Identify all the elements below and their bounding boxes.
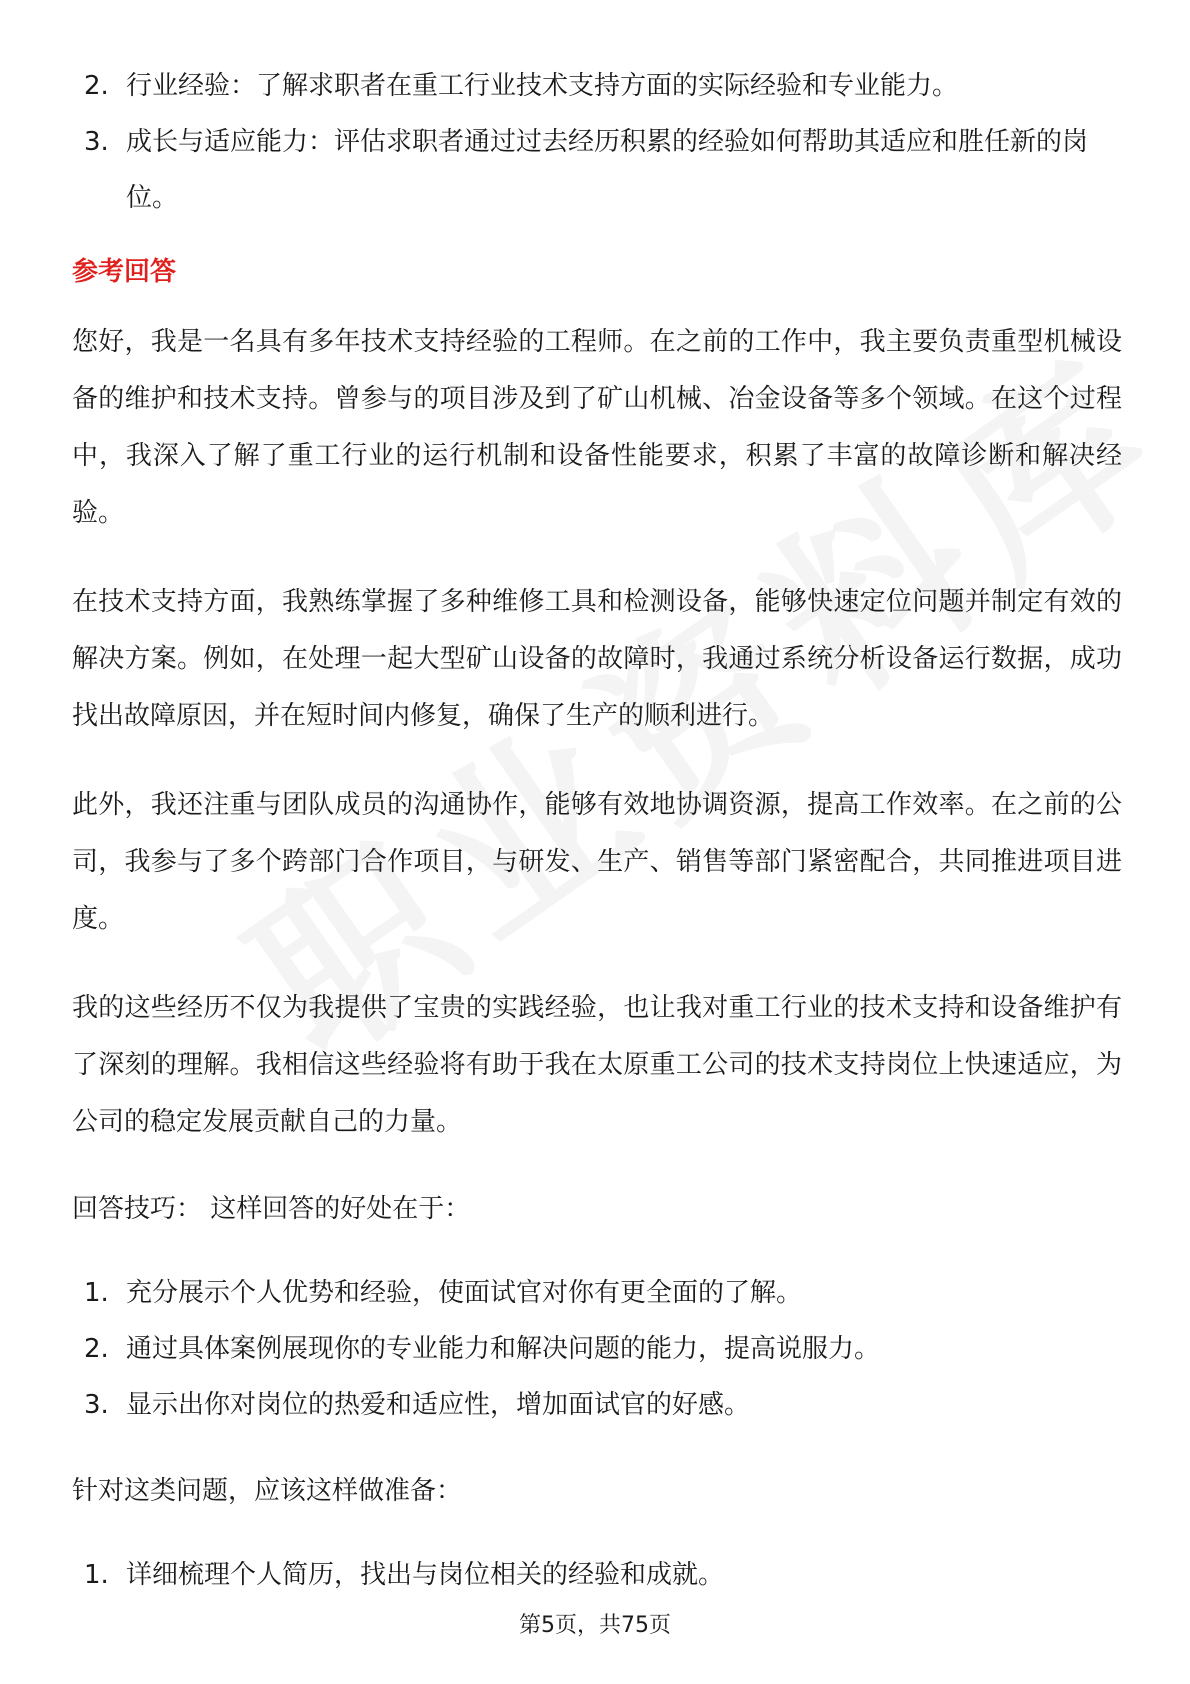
tips-list — [72, 1265, 1122, 1433]
list-text: 详细梳理个人简历，找出与岗位相关的经验和成就。 — [126, 1560, 725, 1590]
answer-paragraph: 您好，我是一名具有多年技术支持经验的工程师。在之前的工作中，我主要负责重型机械设备的维护和技术支持。曾参与的项目涉及到了矿山机械、冶金设备等多个领域。在这个过程中，我深入了解了重工行业的运行机制和设备性能要求，积累了丰富的故障诊断和解决经验。 — [72, 327, 1122, 528]
list-text: 行业经验：了解求职者在重工行业技术支持方面的实际经验和专业能力。 — [126, 71, 959, 101]
list-item — [72, 58, 1122, 114]
prep-label: 针对这类问题，应该这样做准备： — [72, 1476, 463, 1506]
page-footer: 第5页，共75页 — [519, 1613, 671, 1638]
list-number: 1. — [84, 1278, 109, 1308]
list-number: 1. — [84, 1560, 109, 1590]
list-number: 3. — [84, 1390, 109, 1420]
list-number: 2. — [84, 71, 109, 101]
answer-paragraph: 此外，我还注重与团队成员的沟通协作，能够有效地协调资源，提高工作效率。在之前的公司，我参与了多个跨部门合作项目，与研发、生产、销售等部门紧密配合，共同推进项目进度。 — [72, 790, 1122, 934]
list-item — [72, 1377, 1122, 1433]
page-content — [72, 58, 1122, 1603]
answer-paragraph: 我的这些经历不仅为我提供了宝贵的实践经验，也让我对重工行业的技术支持和设备维护有了深刻的理解。我相信这些经验将有助于我在太原重工公司的技术支持岗位上快速适应，为公司的稳定发展贡献自己的力量。 — [72, 993, 1122, 1137]
list-text: 通过具体案例展现你的专业能力和解决问题的能力，提高说服力。 — [126, 1334, 881, 1364]
answer-heading: 参考回答 — [72, 257, 177, 287]
list-item — [72, 1265, 1122, 1321]
list-item — [72, 1547, 1122, 1603]
tips-label: 回答技巧： 这样回答的好处在于： — [72, 1194, 471, 1224]
list-item — [72, 1321, 1122, 1377]
list-text: 显示出你对岗位的热爱和适应性，增加面试官的好感。 — [126, 1390, 751, 1420]
list-number: 2. — [84, 1334, 109, 1364]
answer-paragraph: 在技术支持方面，我熟练掌握了多种维修工具和检测设备，能够快速定位问题并制定有效的解决方案。例如，在处理一起大型矿山设备的故障时，我通过系统分析设备运行数据，成功找出故障原因，并在短时间内修复，确保了生产的顺利进行。 — [72, 587, 1122, 731]
intro-list — [72, 58, 1122, 226]
list-number: 3. — [84, 127, 109, 157]
list-item — [72, 114, 1122, 226]
list-text: 充分展示个人优势和经验，使面试官对你有更全面的了解。 — [126, 1278, 803, 1308]
prep-list — [72, 1547, 1122, 1603]
list-text: 成长与适应能力：评估求职者通过过去经历积累的经验如何帮助其适应和胜任新的岗位。 — [126, 127, 1089, 213]
